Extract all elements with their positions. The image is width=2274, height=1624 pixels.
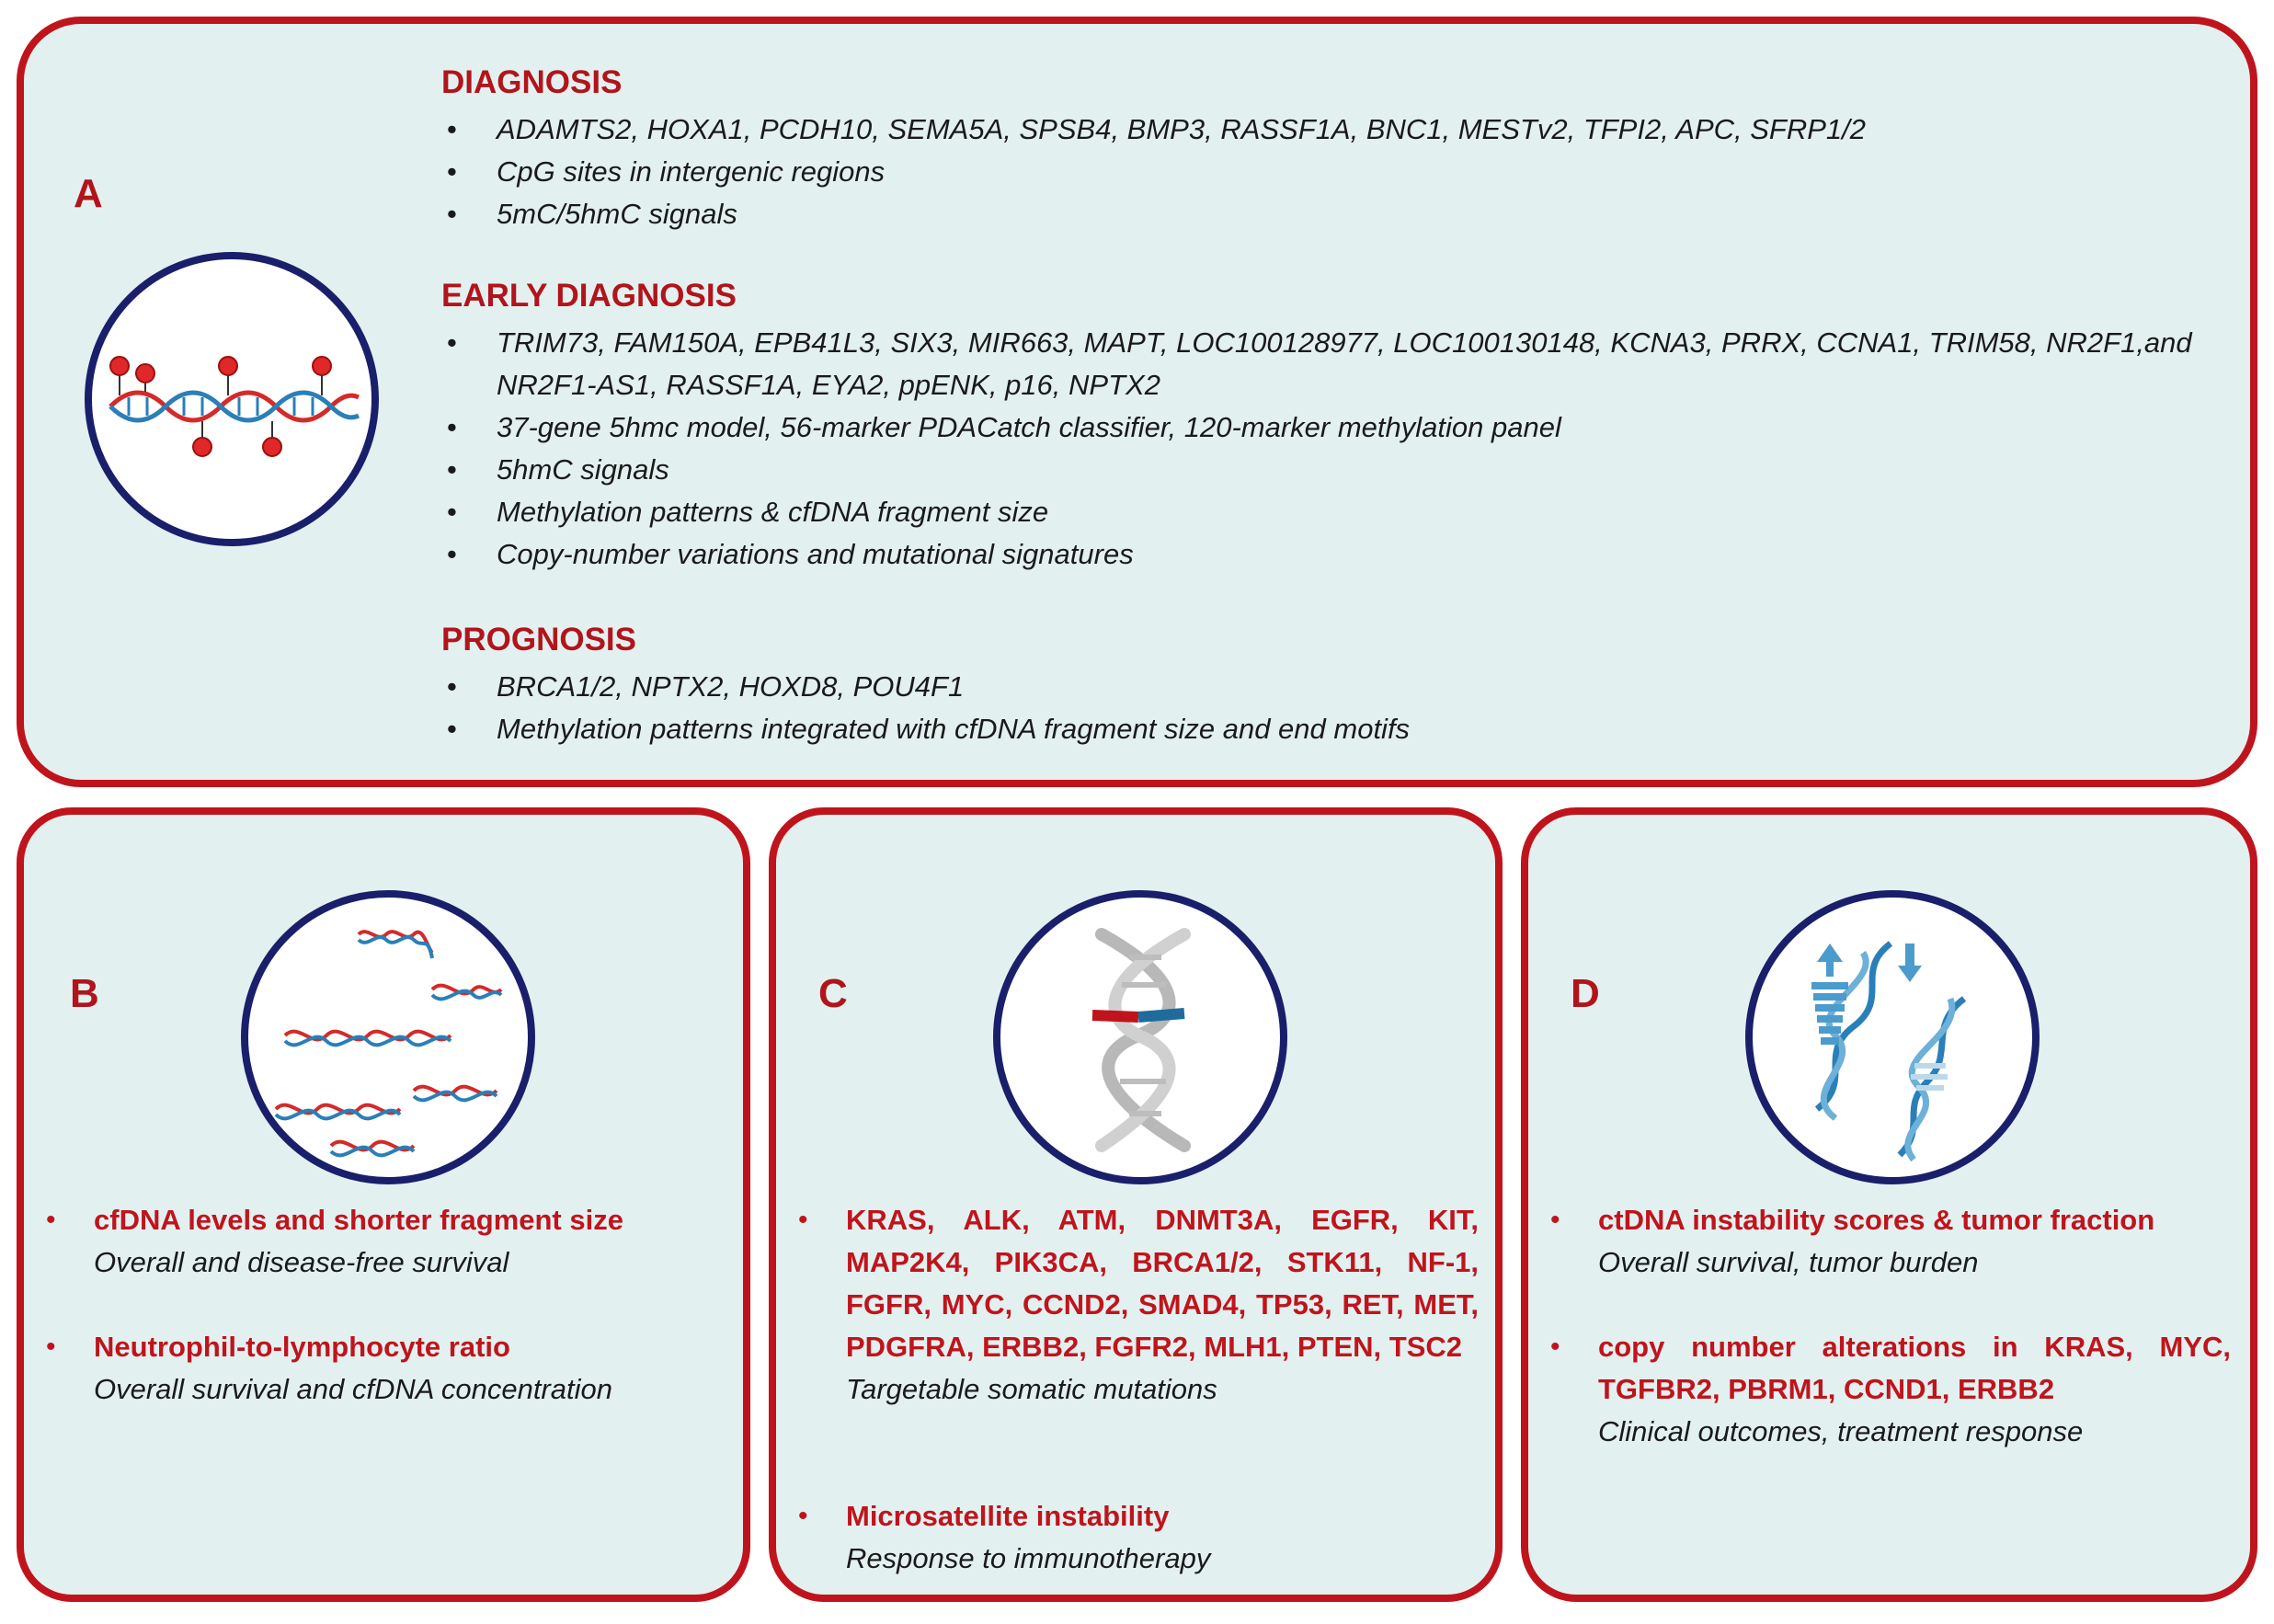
panel-d [1521,807,2257,1602]
bullet-icon: • [798,1205,808,1235]
panel-letter: B [70,971,99,1016]
section-heading-diagnosis: DIAGNOSIS [441,64,623,100]
bullet-icon: • [46,1332,56,1362]
panel-a [17,17,2257,787]
item-title: copy number alterations in KRAS, MYC, TGFBR2, PBRM1, CCND1, ERBB2 [1598,1331,2231,1405]
list-item [798,1495,1479,1580]
section-heading-early-diagnosis: EARLY DIAGNOSIS [441,278,737,314]
panel-letter: A [74,171,103,216]
bullet-icon: • [798,1501,808,1531]
cfdna-fragments-illustration [248,898,528,1177]
dna-mutation-illustration [1000,898,1280,1177]
list-item: • ADAMTS2, HOXA1, PCDH10, SEMA5A, SPSB4, BMP3, RASSF1A, BNC1, MESTv2, TFPI2, APC, SFRP1/2 [443,109,2227,151]
item-title: ctDNA instability scores & tumor fraction [1598,1204,2155,1236]
list-item [1550,1199,2231,1284]
copy-number-dna-illustration [1753,898,2032,1177]
copy-number-dna-icon [1745,890,2040,1184]
item-subtitle: Overall survival and cfDNA concentration [94,1373,612,1405]
list-item: • Copy-number variations and mutational signatures [443,533,2227,576]
panel-c [769,807,1503,1602]
item-title: Microsatellite instability [846,1500,1170,1532]
item-title: KRAS, ALK, ATM, DNMT3A, EGFR, KIT, MAP2K4, PIK3CA, BRCA1/2, STK11, NF-1, FGFR, MYC, CCND2, SMAD4, TP53, RET, MET, PDGFRA, ERBB2, FGFR2, MLH1, PTEN, TSC2 [846,1204,1479,1363]
list-item [46,1199,726,1284]
list-item [798,1199,1479,1411]
item-subtitle: Targetable somatic mutations [846,1373,1217,1405]
list-item: • BRCA1/2, NPTX2, HOXD8, POU4F1 [443,666,2227,708]
item-subtitle: Response to immunotherapy [846,1542,1211,1574]
panel-letter: C [818,971,848,1016]
item-title: Neutrophil-to-lymphocyte ratio [94,1331,510,1363]
bullet-icon: • [46,1205,56,1235]
bullet-icon: • [1550,1332,1560,1362]
list-item: • Methylation patterns & cfDNA fragment size [443,491,2227,533]
dna-mutation-icon [993,890,1287,1184]
panel-b [17,807,750,1602]
diagnosis-list [443,109,2227,235]
list-item [46,1326,726,1411]
list-item: • 5hmC signals [443,449,2227,491]
list-item [1550,1326,2231,1453]
section-heading-prognosis: PROGNOSIS [441,622,636,658]
list-item: • Methylation patterns integrated with cfDNA fragment size and end motifs [443,708,2227,750]
cfdna-fragments-icon [241,890,535,1184]
methylated-dna-icon [85,252,379,546]
early-diagnosis-list [443,322,2227,576]
methylated-dna-illustration [92,259,371,539]
item-subtitle: Overall and disease-free survival [94,1246,509,1278]
list-item: • 5mC/5hmC signals [443,193,2227,235]
item-title: cfDNA levels and shorter fragment size [94,1204,623,1236]
item-subtitle: Overall survival, tumor burden [1598,1246,1979,1278]
panel-letter: D [1571,971,1600,1016]
list-item: • TRIM73, FAM150A, EPB41L3, SIX3, MIR663, MAPT, LOC100128977, LOC100130148, KCNA3, PRRX, CCNA1, TRIM58, NR2F1,and NR2F1-AS1, RASSF1A, EYA2, ppENK, p16, NPTX2 [443,322,2227,406]
list-item: • CpG sites in intergenic regions [443,151,2227,193]
prognosis-list [443,666,2227,750]
bullet-icon: • [1550,1205,1560,1235]
item-subtitle: Clinical outcomes, treatment response [1598,1415,2084,1447]
list-item: • 37-gene 5hmc model, 56-marker PDACatch classifier, 120-marker methylation panel [443,406,2227,449]
